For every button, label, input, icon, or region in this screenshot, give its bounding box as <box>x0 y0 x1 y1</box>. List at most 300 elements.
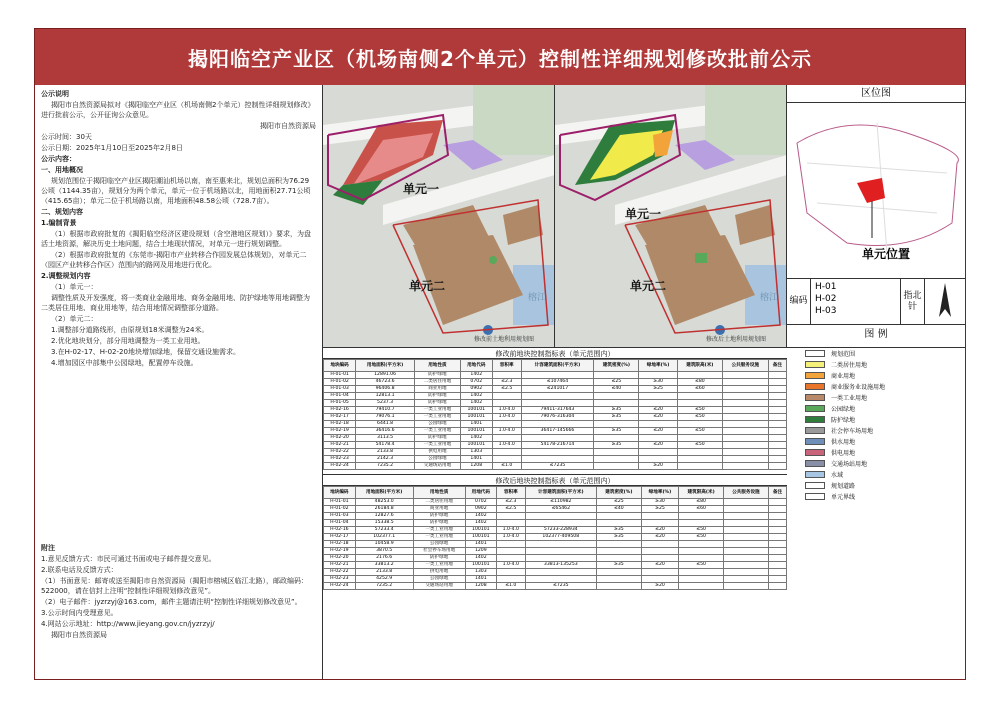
table-cell: 一类工业用地 <box>415 407 461 414</box>
table-cell: ≤80 <box>677 379 722 386</box>
table-cell <box>722 386 768 393</box>
table-row <box>324 400 787 407</box>
map-after-drawing <box>555 85 787 347</box>
table-cell: 一类工业用地 <box>413 562 465 569</box>
table-cell: ≤50 <box>677 414 722 421</box>
table-cell: 1.0-4.0 <box>497 562 525 569</box>
table-cell <box>768 379 786 386</box>
table-cell <box>594 400 639 407</box>
table-cell <box>641 576 679 583</box>
legend-item <box>787 491 965 502</box>
table-cell: ≥35 <box>594 414 639 421</box>
table-cell: 79411-317643 <box>521 407 594 414</box>
code-item: H-02 <box>815 294 837 304</box>
table-cell: 防护绿地 <box>415 372 461 379</box>
table-cell <box>597 541 642 548</box>
period-dates: 公示日期：2025年1月10日至2025年2月8日 <box>41 144 183 152</box>
code-item: H-01 <box>815 282 837 292</box>
table-header-cell: 用地性质 <box>413 487 465 499</box>
table-cell: 100101 <box>465 527 497 534</box>
legend-item <box>787 403 965 414</box>
table-cell <box>677 400 722 407</box>
section-2-2b-3: 3.在H-02-17、H-02-20地块增加绿地，保留交通设施需求。 <box>51 348 240 356</box>
note-line: 3.公示时间内受理意见。 <box>41 609 118 617</box>
table-cell <box>722 428 768 435</box>
table-cell <box>597 576 642 583</box>
legend-swatch <box>805 350 825 357</box>
table-cell <box>723 562 768 569</box>
table-cell: 96406.8 <box>356 386 415 393</box>
table-cell <box>722 414 768 421</box>
table-row <box>324 548 787 555</box>
table-cell: H-02-19 <box>324 548 356 555</box>
unit-2-label: 单元二 <box>409 279 446 293</box>
section-2-2b-2: 2.优化地块划分，部分用地调整为一类工业用地。 <box>51 337 205 345</box>
table-cell: ≤2.5 <box>492 386 521 393</box>
table-cell <box>492 393 521 400</box>
table-row <box>324 583 787 590</box>
table-cell: 1402 <box>460 372 492 379</box>
table-cell: ≤107464 <box>521 379 594 386</box>
section-1-body: 规划范围位于揭阳临空产业区揭阳潮汕机场以南，南至惠来北，规划总面积为76.29公顷（1144.35亩），规划分为两个单元，单元一位于机场路以北，用地面积27.71公顷（415.65亩）；单元二位于机场路以南，用地面积48.58公顷（728.7亩）。 <box>41 177 311 205</box>
table-cell: ≤110982 <box>525 499 597 506</box>
table-cell: 48253.0 <box>355 499 413 506</box>
table-cell <box>722 463 768 470</box>
legend-swatch <box>805 482 825 489</box>
table-cell <box>722 456 768 463</box>
table-cell: ≤50 <box>677 428 722 435</box>
table-cell: H-02-16 <box>324 407 356 414</box>
table-cell <box>641 520 679 527</box>
table-cell: 102377-409508 <box>525 534 597 541</box>
table-cell <box>594 393 639 400</box>
table-header-cell: 公共服务设施 <box>723 487 768 499</box>
section-2-2a: （1）单元一： <box>51 283 98 291</box>
river-label: 榕江 <box>760 293 779 303</box>
table-cell: 12813.1 <box>356 393 415 400</box>
table-cell: 2176.6 <box>355 555 413 562</box>
table-cell: ≤50 <box>677 442 722 449</box>
table-before-title: 修改前地块控制指标表（单元范围内） <box>323 347 787 359</box>
table-cell: 4252.9 <box>355 576 413 583</box>
table-cell: ≤7235 <box>525 583 597 590</box>
table-cell: H-02-22 <box>324 569 356 576</box>
section-1-title: 一、用地概况 <box>41 166 83 174</box>
table-cell <box>768 435 786 442</box>
table-cell <box>723 576 768 583</box>
legend <box>787 347 965 537</box>
table-cell <box>768 513 786 520</box>
table-cell: 0902 <box>460 386 492 393</box>
table-cell: 1402 <box>460 435 492 442</box>
table-cell: 1.0-4.0 <box>497 534 525 541</box>
code-row <box>787 279 965 325</box>
table-cell: 公园绿地 <box>415 456 461 463</box>
table-row <box>324 527 787 534</box>
north-arrow-icon <box>925 279 965 324</box>
table-cell: 36417-145666 <box>521 428 594 435</box>
unit-position-label: 单元位置 <box>862 247 911 261</box>
table-cell <box>497 541 525 548</box>
section-2-1-title: 1.编制背景 <box>41 219 77 227</box>
legend-label: 规划范围 <box>831 351 856 358</box>
table-row <box>324 435 787 442</box>
table-cell: ≤40 <box>597 506 642 513</box>
table-cell: 1.0-4.0 <box>492 442 521 449</box>
table-row <box>324 555 787 562</box>
section-2-2b: （2）单元二： <box>51 315 98 323</box>
table-before <box>323 359 787 470</box>
table-cell <box>768 400 786 407</box>
legend-label: 交通场站用地 <box>831 461 868 468</box>
table-cell <box>722 400 768 407</box>
table-cell: H-02-18 <box>324 541 356 548</box>
table-row <box>324 499 787 506</box>
table-cell: H-02-21 <box>324 562 356 569</box>
table-cell <box>497 548 525 555</box>
table-row <box>324 562 787 569</box>
notes-block <box>41 543 317 641</box>
table-cell: 0702 <box>460 379 492 386</box>
section-2-1b: （2）根据市政府批复的《东莞市-揭阳市产业转移合作园发展总体规划》，对单元二（园区产业转移合作区）范围内的路网及用地进行优化。 <box>41 251 307 269</box>
table-cell: 交通场站用地 <box>415 463 461 470</box>
table-row <box>324 421 787 428</box>
map-before-caption: 修改前土地利用规划图 <box>473 336 534 343</box>
table-cell <box>639 435 677 442</box>
table-header-cell: 建筑限高(米) <box>679 487 723 499</box>
table-cell: 15338.5 <box>355 520 413 527</box>
table-cell: ≥35 <box>597 562 642 569</box>
table-cell <box>722 421 768 428</box>
table-cell <box>597 555 642 562</box>
map-after <box>555 85 787 347</box>
table-row <box>324 414 787 421</box>
table-cell <box>768 393 786 400</box>
table-cell: 36416.6 <box>356 428 415 435</box>
table-cell: ≤20 <box>639 442 677 449</box>
table-cell: ≤60 <box>677 386 722 393</box>
table-cell <box>525 548 597 555</box>
table-cell: ≤50 <box>679 562 723 569</box>
table-cell <box>497 555 525 562</box>
table-cell: 1208 <box>460 463 492 470</box>
table-row <box>324 456 787 463</box>
table-cell: ≤2.3 <box>492 379 521 386</box>
table-cell: 1401 <box>465 576 497 583</box>
table-cell <box>677 463 722 470</box>
table-cell <box>768 372 786 379</box>
table-cell: 1208 <box>465 583 497 590</box>
legend-item <box>787 359 965 370</box>
table-cell: 1209 <box>465 548 497 555</box>
table-cell: 1.0-4.0 <box>497 527 525 534</box>
legend-label: 二类居住用地 <box>831 362 868 369</box>
legend-swatch <box>805 405 825 412</box>
table-cell: 防护绿地 <box>413 555 465 562</box>
legend-swatch <box>805 361 825 368</box>
table-cell: H-02-19 <box>324 428 356 435</box>
legend-swatch <box>805 394 825 401</box>
table-cell <box>723 513 768 520</box>
table-cell <box>768 386 786 393</box>
table-cell: 一类工业用地 <box>415 414 461 421</box>
table-cell <box>594 449 639 456</box>
table-row <box>324 534 787 541</box>
table-cell <box>677 456 722 463</box>
table-cell <box>679 576 723 583</box>
legend-swatch <box>805 438 825 445</box>
location-map <box>787 103 965 279</box>
table-cell: 二类居住用地 <box>415 379 461 386</box>
table-cell: ≥25 <box>641 506 679 513</box>
table-cell: ≤20 <box>639 428 677 435</box>
table-cell: 一类工业用地 <box>413 534 465 541</box>
table-cell: 100101 <box>460 428 492 435</box>
table-cell <box>641 513 679 520</box>
table-row <box>324 541 787 548</box>
note-line: （2）电子邮件：jyzrzyj@163.com，邮件主题请注明“控制性详细规划修改意见”。 <box>41 598 302 606</box>
legend-item <box>787 436 965 447</box>
legend-label: 一类工业用地 <box>831 395 868 402</box>
table-cell <box>641 548 679 555</box>
table-cell <box>597 569 642 576</box>
table-header-cell: 绿地率(%) <box>639 360 677 372</box>
table-cell <box>768 442 786 449</box>
table-cell: ≤25 <box>594 379 639 386</box>
table-cell <box>677 421 722 428</box>
table-header-cell: 计容建筑面积(平方米) <box>525 487 597 499</box>
table-cell: H-01-01 <box>324 499 356 506</box>
map-before-drawing <box>323 85 555 347</box>
table-cell <box>723 520 768 527</box>
table-cell: ≤2.3 <box>497 499 525 506</box>
table-cell: 1402 <box>460 400 492 407</box>
table-cell: 10458.9 <box>355 541 413 548</box>
table-cell <box>768 583 786 590</box>
legend-label: 供电用地 <box>831 450 856 457</box>
table-header-cell: 用地面积(平方米) <box>356 360 415 372</box>
table-cell <box>521 435 594 442</box>
table-cell: ≤65462 <box>525 506 597 513</box>
table-cell <box>641 541 679 548</box>
section-2-title: 二、规划内容 <box>41 208 83 216</box>
table-cell: H-02-21 <box>324 442 356 449</box>
table-cell <box>679 583 723 590</box>
table-cell <box>768 576 786 583</box>
table-cell <box>525 555 597 562</box>
code-item: H-03 <box>815 306 837 316</box>
table-row <box>324 513 787 520</box>
table-cell: 防护绿地 <box>415 400 461 407</box>
table-cell: ≤20 <box>639 407 677 414</box>
legend-item <box>787 381 965 392</box>
table-cell <box>497 569 525 576</box>
table-cell: 防护绿地 <box>413 513 465 520</box>
table-cell <box>722 442 768 449</box>
note-line: 1.意见反馈方式：市民可通过书面或电子邮件提交意见。 <box>41 555 216 563</box>
table-cell: 1303 <box>460 449 492 456</box>
table-cell: ≥20 <box>641 583 679 590</box>
table-cell: 0702 <box>465 499 497 506</box>
table-cell <box>639 421 677 428</box>
map-before <box>323 85 555 347</box>
table-cell <box>722 379 768 386</box>
table-cell: 79076-316304 <box>521 414 594 421</box>
legend-swatch <box>805 383 825 390</box>
table-cell: 7235.2 <box>355 583 413 590</box>
table-cell <box>768 527 786 534</box>
table-cell: ≤2.5 <box>497 506 525 513</box>
table-cell: H-01-04 <box>324 393 356 400</box>
table-cell <box>723 534 768 541</box>
table-row <box>324 442 787 449</box>
section-2-2b-4: 4.增加园区中部集中公园绿地，配置停车设施。 <box>51 359 198 367</box>
table-cell <box>679 548 723 555</box>
table-cell: ≤60 <box>679 506 723 513</box>
table-cell: 防护绿地 <box>415 435 461 442</box>
code-header: 编码 <box>787 279 811 324</box>
table-cell <box>722 372 768 379</box>
table-cell: ≤20 <box>639 414 677 421</box>
table-cell: 12827.6 <box>355 513 413 520</box>
table-cell <box>521 393 594 400</box>
left-text-column <box>35 85 323 679</box>
legend-label: 商业服务业设施用地 <box>831 384 886 391</box>
legend-label: 水域 <box>831 472 844 479</box>
table-header-cell: 建筑密度(%) <box>594 360 639 372</box>
table-cell <box>768 407 786 414</box>
table-cell: ≥35 <box>597 534 642 541</box>
table-cell <box>768 506 786 513</box>
table-cell <box>677 393 722 400</box>
table-after <box>323 486 787 590</box>
table-cell <box>594 463 639 470</box>
table-cell: 1402 <box>460 393 492 400</box>
legend-label: 单元界线 <box>831 494 856 501</box>
table-header-cell: 计容建筑面积(平方米) <box>521 360 594 372</box>
table-cell: 33813.2 <box>355 562 413 569</box>
table-header-cell: 容积率 <box>497 487 525 499</box>
table-cell: ≤50 <box>679 527 723 534</box>
table-cell <box>597 583 642 590</box>
table-cell: 商业用地 <box>415 386 461 393</box>
table-cell <box>594 421 639 428</box>
table-after-title: 修改后地块控制指标表（单元范围内） <box>323 474 787 486</box>
table-cell <box>723 583 768 590</box>
table-row <box>324 379 787 386</box>
table-cell: 一类工业用地 <box>415 428 461 435</box>
table-cell <box>768 520 786 527</box>
table-cell: 100101 <box>460 414 492 421</box>
table-cell <box>677 435 722 442</box>
table-cell: ≥35 <box>594 442 639 449</box>
table-row <box>324 372 787 379</box>
table-row <box>324 463 787 470</box>
table-cell: 1303 <box>465 569 497 576</box>
table-cell: 7235.2 <box>356 463 415 470</box>
unit-2-label: 单元二 <box>630 279 667 293</box>
note-line: （1）书面意见：邮寄或送至揭阳市自然资源局（揭阳市榕城区临江北路），邮政编码：522000，请在信封上注明“控制性详细规划修改意见”。 <box>41 577 308 595</box>
table-cell: 100101 <box>465 562 497 569</box>
table-cell: ≤20 <box>641 527 679 534</box>
unit-1-label: 单元一 <box>403 182 440 196</box>
note-line: 2.联系电话及反馈方式： <box>41 566 118 574</box>
table-cell: ≥30 <box>639 379 677 386</box>
table-cell <box>723 499 768 506</box>
table-cell: 79410.7 <box>356 407 415 414</box>
table-cell: H-01-03 <box>324 513 356 520</box>
table-cell <box>492 372 521 379</box>
tables-area <box>323 347 787 679</box>
table-row <box>324 520 787 527</box>
table-cell: 一类工业用地 <box>415 442 461 449</box>
table-cell: 2142.3 <box>356 456 415 463</box>
table-cell <box>492 435 521 442</box>
table-cell <box>768 414 786 421</box>
notice-body: 揭阳市自然资源局拟对《揭阳临空产业区（机场南侧2个单元）控制性详细规划修改》进行批前公示，公开征询公众意见。 <box>41 101 315 119</box>
table-cell <box>521 449 594 456</box>
table-cell: H-01-01 <box>324 372 356 379</box>
legend-label: 商业用地 <box>831 373 856 380</box>
table-cell: H-02-23 <box>324 456 356 463</box>
notice-org: 揭阳市自然资源局 <box>260 122 316 130</box>
table-cell <box>677 449 722 456</box>
table-header-cell: 容积率 <box>492 360 521 372</box>
table-cell <box>723 541 768 548</box>
legend-swatch <box>805 449 825 456</box>
table-cell: 商业用地 <box>413 506 465 513</box>
legend-swatch <box>805 416 825 423</box>
table-cell <box>521 421 594 428</box>
table-cell: 3870.5 <box>355 548 413 555</box>
map-after-caption: 修改后土地利用规划图 <box>705 336 766 343</box>
legend-swatch <box>805 427 825 434</box>
table-header-cell: 用地代码 <box>460 360 492 372</box>
legend-swatch <box>805 372 825 379</box>
river-label: 榕江 <box>528 293 547 303</box>
table-cell: 1402 <box>465 555 497 562</box>
table-cell <box>594 435 639 442</box>
table-cell: 一类工业用地 <box>413 527 465 534</box>
location-title: 区位图 <box>787 85 965 103</box>
notes-heading: 附注 <box>41 544 55 552</box>
table-cell: 公园绿地 <box>413 576 465 583</box>
page-title: 揭阳临空产业区（机场南侧2个单元）控制性详细规划修改批前公示 <box>35 29 965 85</box>
table-cell <box>768 463 786 470</box>
table-row <box>324 569 787 576</box>
table-cell <box>679 555 723 562</box>
location-panel <box>787 85 965 347</box>
content-heading: 公示内容： <box>41 155 76 163</box>
section-2-2a-body: 调整性质及开发强度，将一类商业金融用地、商务金融用地、防护绿地等用地调整为二类居住用地、商业用地等，结合用地情况调整部分道路。 <box>41 294 310 312</box>
legend-item <box>787 348 965 359</box>
table-cell: ≥35 <box>594 407 639 414</box>
legend-item <box>787 469 965 480</box>
table-cell <box>722 435 768 442</box>
legend-item <box>787 447 965 458</box>
notice-heading: 公示说明 <box>41 90 69 98</box>
code-list <box>811 279 901 324</box>
legend-item <box>787 458 965 469</box>
table-cell <box>768 562 786 569</box>
table-cell: H-02-20 <box>324 435 356 442</box>
table-cell <box>594 372 639 379</box>
table-cell: ≤50 <box>677 407 722 414</box>
table-row <box>324 576 787 583</box>
table-row <box>324 506 787 513</box>
table-cell <box>768 534 786 541</box>
legend-item <box>787 392 965 403</box>
